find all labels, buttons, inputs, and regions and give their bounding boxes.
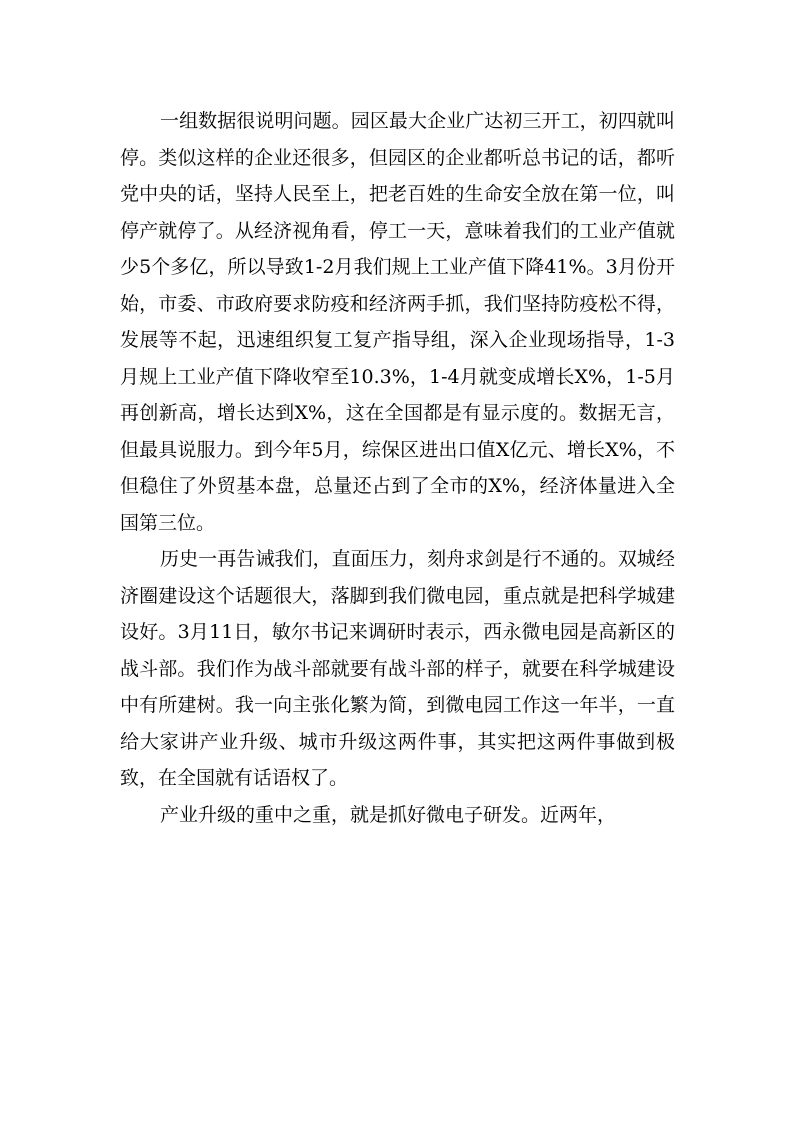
- paragraph-industry-upgrade: 产业升级的重中之重，就是抓好微电子研发。近两年，: [160, 803, 617, 826]
- document-body: [120, 103, 675, 833]
- paragraph-data-explains-problem: 一组数据很说明问题。园区最大企业广达初三开工，初四就叫停。类似这样的企业还很多，但园区的企业都听总书记的话，都听党中央的话，坚持人民至上，把老百姓的生命安全放在第一位，叫停产就停了。从经济视角看，停工一天，意味着我们的工业产值就少5个多亿，所以导致1-2月我们规上工业产值下降41%。3月份开始，市委、市政府要求防疫和经济两手抓，我们坚持防疫松不得，发展等不起，迅速组织复工复产指导组，深入企业现场指导，1-3月规上工业产值下降收窄至10.3%，1-4月就变成增长X%，1-5月再创新高，增长达到X%，这在全国都是有显示度的。数据无言，但最具说服力。到今年5月，综保区进出口值X亿元、增长X%，不但稳住了外贸基本盘，总量还占到了全市的X%，经济体量进入全国第三位。: [120, 110, 675, 534]
- paragraph-history-warns-us: 历史一再告诫我们，直面压力，刻舟求剑是行不通的。双城经济圈建设这个话题很大，落脚到我们微电园，重点就是把科学城建设好。3月11日，敏尔书记来调研时表示，西永微电园是高新区的战斗部。我们作为战斗部就要有战斗部的样子，就要在科学城建设中有所建树。我一向主张化繁为简，到微电园工作这一年半，一直给大家讲产业升级、城市升级这两件事，其实把这两件事做到极致，在全国就有话语权了。: [120, 548, 675, 789]
